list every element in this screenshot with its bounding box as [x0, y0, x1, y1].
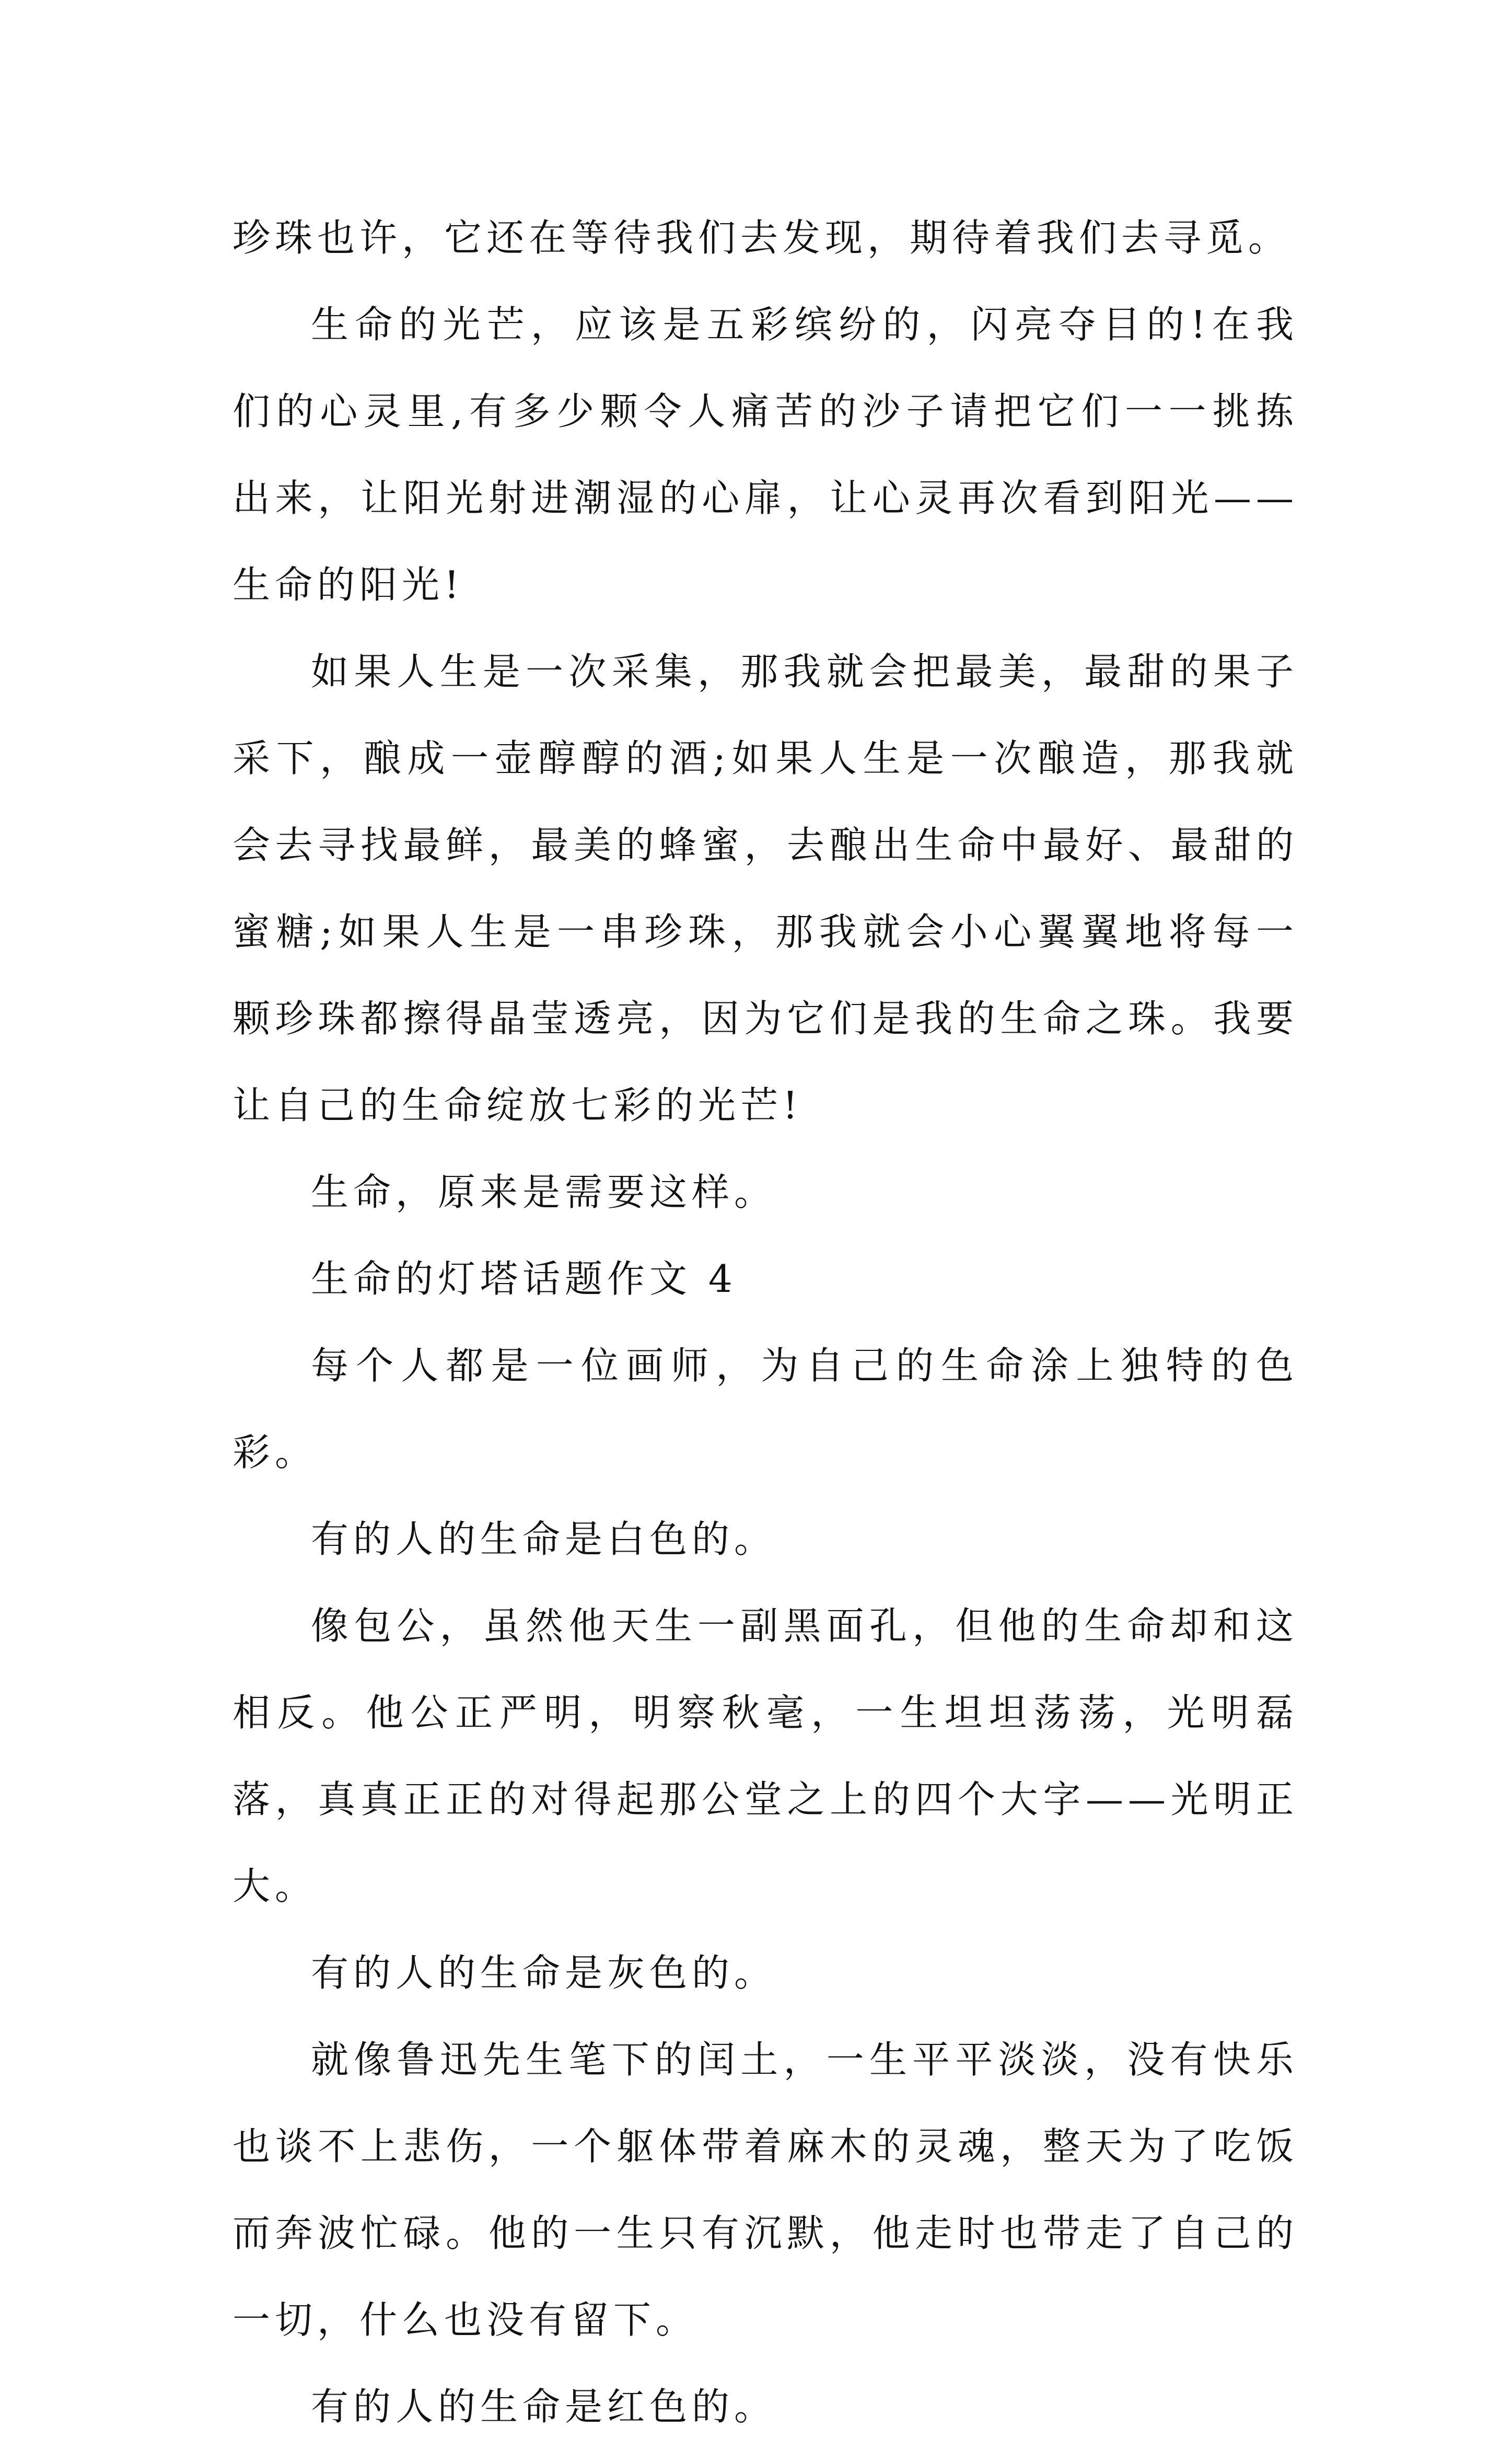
paragraph-red: 有的人的生命是红色的。	[311, 2385, 777, 2429]
paragraph-painter: 每个人都是一位画师，为自己的生命涂上独特的色彩。	[232, 1344, 1298, 1474]
paragraph-life-needs: 生命，原来是需要这样。	[311, 1170, 777, 1214]
article-body	[232, 194, 1298, 2450]
paragraph-white: 有的人的生命是白色的。	[311, 1517, 777, 1561]
section-heading: 生命的灯塔话题作文 4	[311, 1257, 737, 1301]
paragraph-runtu: 就像鲁迅先生笔下的闰土，一生平平淡淡，没有快乐也谈不上悲伤，一个躯体带着麻木的灵魂，整天为了吃饭而奔波忙碌。他的一生只有沉默，他走时也带走了自己的一切，什么也没有留下。	[232, 2038, 1298, 2342]
paragraph-light-of-life: 生命的光芒，应该是五彩缤纷的，闪亮夺目的!在我们的心灵里,有多少颗令人痛苦的沙子请把它们一一挑拣出来，让阳光射进潮湿的心扉，让心灵再次看到阳光——生命的阳光!	[232, 303, 1298, 607]
paragraph-continuation: 珍珠也许，它还在等待我们去发现，期待着我们去寻觅。	[232, 216, 1291, 260]
paragraph-baogong: 像包公，虽然他天生一副黑面孔，但他的生命却和这相反。他公正严明，明察秋毫，一生坦坦荡荡，光明磊落，真真正正的对得起那公堂之上的四个大字——光明正大。	[232, 1604, 1298, 1908]
paragraph-grey: 有的人的生命是灰色的。	[311, 1951, 777, 1995]
paragraph-if-life: 如果人生是一次采集，那我就会把最美，最甜的果子采下，酿成一壶醇醇的酒;如果人生是一次酿造，那我就会去寻找最鲜，最美的蜂蜜，去酿出生命中最好、最甜的蜜糖;如果人生是一串珍珠，那我就会小心翼翼地将每一颗珍珠都擦得晶莹透亮，因为它们是我的生命之珠。我要让自己的生命绽放七彩的光芒!	[232, 650, 1298, 1127]
